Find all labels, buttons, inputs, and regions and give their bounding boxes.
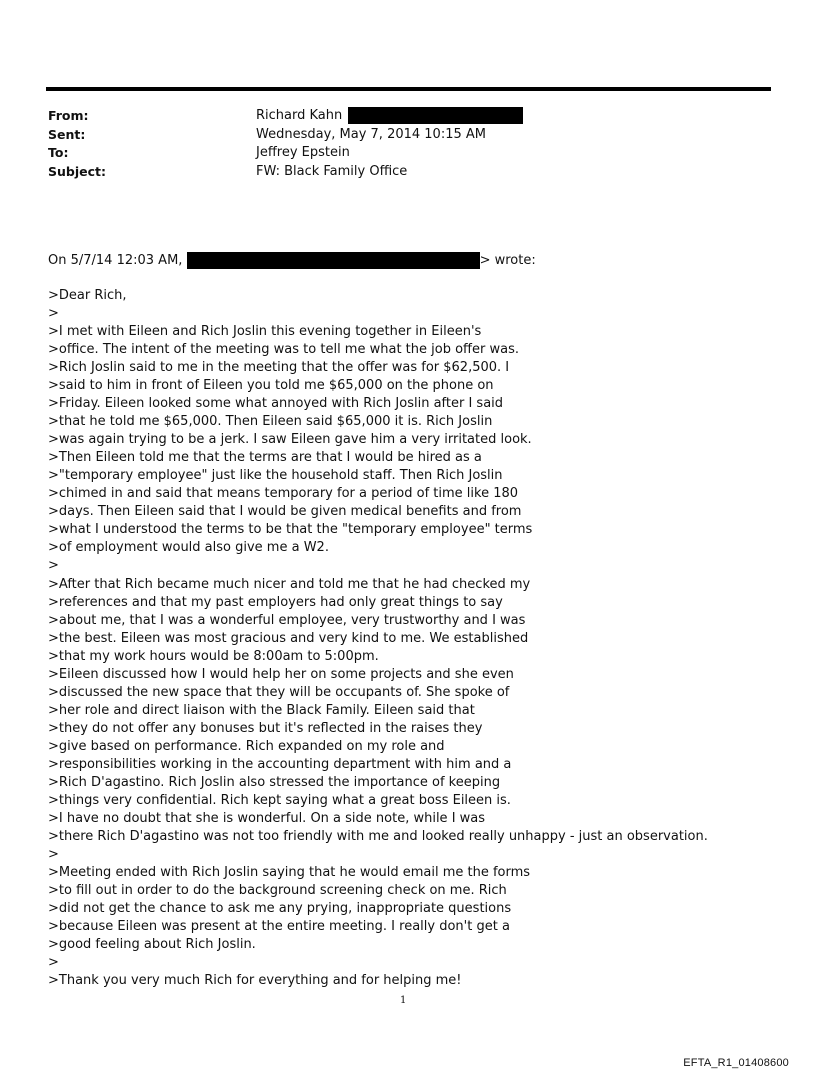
intro-suffix: > wrote:: [479, 253, 536, 268]
message-line: >was again trying to be a jerk. I saw Eileen gave him a very irritated look.: [48, 432, 532, 448]
subject-label: Subject:: [48, 163, 106, 179]
message-body: [48, 287, 708, 990]
message-line: >because Eileen was present at the entire meeting. I really don't get a: [48, 919, 510, 935]
sent-value: Wednesday, May 7, 2014 10:15 AM: [256, 126, 486, 142]
message-line: >of employment would also give me a W2.: [48, 540, 329, 556]
header-divider: [46, 87, 771, 91]
quote-intro: [48, 252, 536, 270]
message-line: >Friday. Eileen looked some what annoyed with Rich Joslin after I said: [48, 396, 504, 412]
message-line: >there Rich D'agastino was not too friendly with me and looked really unhappy - just an observation.: [48, 828, 708, 844]
message-line: >responsibilities working in the accounting department with him and a: [48, 756, 512, 772]
message-line: >chimed in and said that means temporary for a period of time like 180: [48, 486, 519, 502]
message-line: >: [48, 955, 59, 971]
message-line: >that he told me $65,000. Then Eileen said $65,000 it is. Rich Joslin: [48, 414, 493, 430]
page-number: 1: [400, 995, 407, 1006]
message-line: >After that Rich became much nicer and told me that he had checked my: [48, 576, 531, 592]
message-line: >to fill out in order to do the background screening check on me. Rich: [48, 883, 507, 899]
message-line: >discussed the new space that they will be occupants of. She spoke of: [48, 684, 510, 700]
to-label: To:: [48, 145, 69, 160]
message-line: >Then Eileen told me that the terms are that I would be hired as a: [48, 450, 482, 466]
message-line: >I met with Eileen and Rich Joslin this evening together in Eileen's: [48, 324, 482, 340]
message-line: >days. Then Eileen said that I would be given medical benefits and from: [48, 504, 522, 520]
message-line: >what I understood the terms to be that the "temporary employee" terms: [48, 522, 533, 538]
from-label: From:: [48, 108, 89, 123]
message-line: >I have no doubt that she is wonderful. On a side note, while I was: [48, 810, 486, 826]
message-line: >Thank you very much Rich for everything and for helping me!: [48, 973, 462, 989]
message-line: >good feeling about Rich Joslin.: [48, 937, 256, 953]
message-line: >"temporary employee" just like the household staff. Then Rich Joslin: [48, 468, 503, 484]
message-line: >office. The intent of the meeting was to tell me what the job offer was.: [48, 342, 519, 358]
message-line: >that my work hours would be 8:00am to 5:00pm.: [48, 648, 379, 664]
message-line: >: [48, 846, 59, 862]
message-line: >Rich Joslin said to me in the meeting that the offer was for $62,500. I: [48, 360, 510, 376]
message-line: >did not get the chance to ask me any prying, inappropriate questions: [48, 901, 512, 917]
message-line: >references and that my past employers had only great things to say: [48, 594, 503, 610]
redaction-bar: [348, 107, 523, 124]
message-line: >they do not offer any bonuses but it's reflected in the raises they: [48, 720, 483, 736]
message-line: >give based on performance. Rich expanded on my role and: [48, 738, 445, 754]
message-line: >: [48, 558, 59, 574]
message-line: >Dear Rich,: [48, 288, 127, 303]
bates-number: EFTA_R1_01408600: [683, 1057, 789, 1069]
intro-prefix: On 5/7/14 12:03 AM,: [48, 253, 183, 268]
sent-label: Sent:: [48, 126, 86, 142]
message-line: >: [48, 306, 59, 322]
to-value: Jeffrey Epstein: [256, 145, 350, 160]
message-line: >about me, that I was a wonderful employee, very trustworthy and I was: [48, 612, 526, 628]
message-line: >Meeting ended with Rich Joslin saying that he would email me the forms: [48, 865, 531, 880]
from-name: Richard Kahn: [256, 108, 343, 123]
subject-value: FW: Black Family Office: [256, 163, 408, 179]
message-line: >Eileen discussed how I would help her on some projects and she even: [48, 666, 514, 682]
redaction-bar: [187, 252, 480, 269]
message-line: >said to him in front of Eileen you told me $65,000 on the phone on: [48, 378, 494, 394]
message-line: >things very confidential. Rich kept saying what a great boss Eileen is.: [48, 792, 511, 808]
message-line: >Rich D'agastino. Rich Joslin also stressed the importance of keeping: [48, 774, 501, 790]
from-value: [256, 107, 523, 125]
message-line: >her role and direct liaison with the Black Family. Eileen said that: [48, 702, 475, 718]
message-line: >the best. Eileen was most gracious and very kind to me. We established: [48, 630, 529, 646]
